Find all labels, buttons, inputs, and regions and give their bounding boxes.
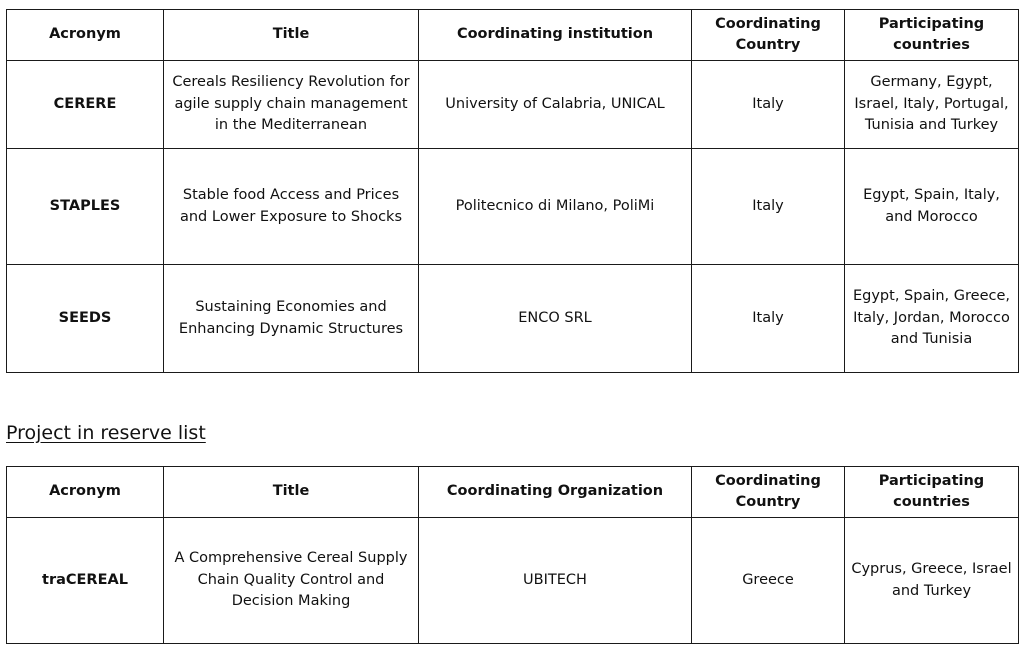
cell-country: Italy (692, 265, 845, 373)
cell-title: A Comprehensive Cereal Supply Chain Quality Control and Decision Making (164, 518, 419, 644)
cell-participants: Egypt, Spain, Greece, Italy, Jordan, Morocco and Tunisia (845, 265, 1019, 373)
cell-acronym: CERERE (7, 61, 164, 149)
header-acronym: Acronym (7, 10, 164, 61)
cell-title: Stable food Access and Prices and Lower Exposure to Shocks (164, 149, 419, 265)
header-title: Title (164, 10, 419, 61)
cell-title: Sustaining Economies and Enhancing Dynamic Structures (164, 265, 419, 373)
header-coordinating-country: Coordinating Country (692, 467, 845, 518)
header-acronym: Acronym (7, 467, 164, 518)
table-row (7, 61, 1019, 149)
cell-acronym: traCEREAL (7, 518, 164, 644)
header-coordinating-institution: Coordinating institution (419, 10, 692, 61)
table-row (7, 518, 1019, 644)
reserve-list-heading: Project in reserve list (6, 422, 206, 444)
header-title: Title (164, 467, 419, 518)
table-header-row (7, 467, 1019, 518)
cell-institution: Politecnico di Milano, PoliMi (419, 149, 692, 265)
cell-participants: Germany, Egypt, Israel, Italy, Portugal, Tunisia and Turkey (845, 61, 1019, 149)
cell-acronym: STAPLES (7, 149, 164, 265)
cell-institution: UBITECH (419, 518, 692, 644)
header-participating-countries: Participating countries (845, 467, 1019, 518)
table-header-row (7, 10, 1019, 61)
header-participating-countries: Participating countries (845, 10, 1019, 61)
reserve-projects-table (6, 466, 1019, 644)
cell-country: Italy (692, 149, 845, 265)
header-coordinating-country: Coordinating Country (692, 10, 845, 61)
cell-country: Greece (692, 518, 845, 644)
cell-institution: ENCO SRL (419, 265, 692, 373)
funded-projects-table (6, 9, 1019, 373)
cell-acronym: SEEDS (7, 265, 164, 373)
cell-participants: Egypt, Spain, Italy, and Morocco (845, 149, 1019, 265)
cell-institution: University of Calabria, UNICAL (419, 61, 692, 149)
table-row (7, 265, 1019, 373)
header-coordinating-organization: Coordinating Organization (419, 467, 692, 518)
cell-country: Italy (692, 61, 845, 149)
cell-participants: Cyprus, Greece, Israel and Turkey (845, 518, 1019, 644)
table-row (7, 149, 1019, 265)
cell-title: Cereals Resiliency Revolution for agile supply chain management in the Mediterranean (164, 61, 419, 149)
